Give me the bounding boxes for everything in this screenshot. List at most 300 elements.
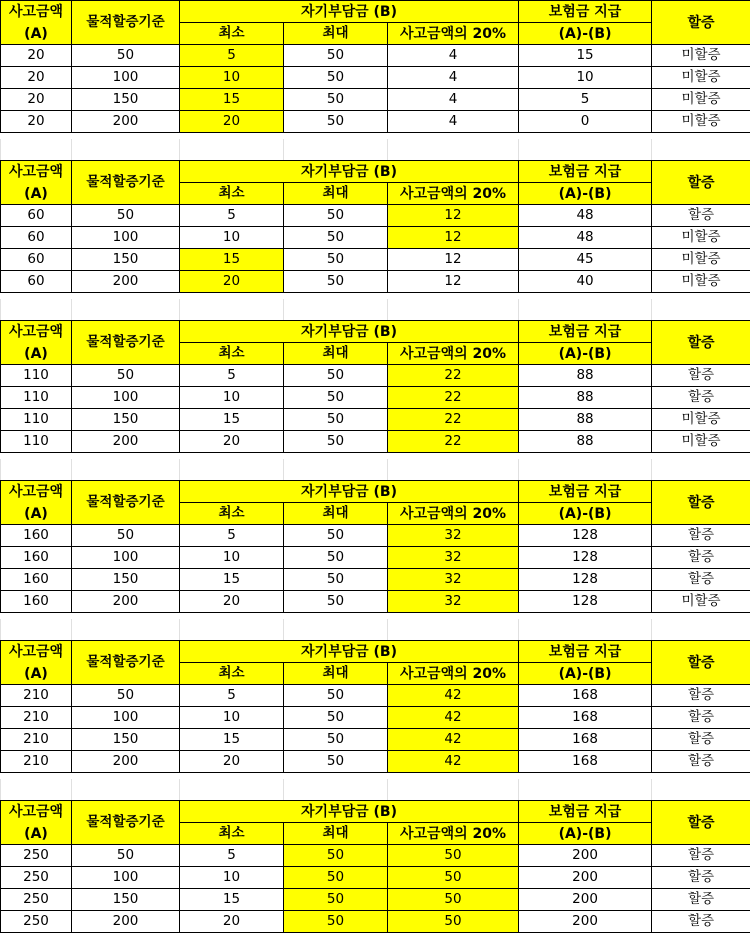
cell-pct[interactable]: 32 bbox=[388, 591, 519, 613]
cell-threshold[interactable]: 50 bbox=[72, 45, 180, 67]
header-max: 최대 bbox=[284, 343, 388, 365]
cell-accident-amount[interactable]: 110 bbox=[1, 409, 72, 431]
cell-threshold[interactable]: 100 bbox=[72, 387, 180, 409]
cell-min[interactable]: 10 bbox=[180, 707, 284, 729]
cell-pct[interactable]: 42 bbox=[388, 707, 519, 729]
cell-min[interactable]: 20 bbox=[180, 111, 284, 133]
header-threshold: 물적할증기준 bbox=[72, 1, 180, 45]
cell-threshold[interactable]: 50 bbox=[72, 685, 180, 707]
cell-pct[interactable]: 22 bbox=[388, 387, 519, 409]
cell-payout[interactable]: 88 bbox=[519, 387, 652, 409]
cell-accident-amount[interactable]: 160 bbox=[1, 525, 72, 547]
gridline bbox=[387, 619, 388, 640]
cell-payout[interactable]: 40 bbox=[519, 271, 652, 293]
cell-threshold[interactable]: 100 bbox=[72, 547, 180, 569]
cell-accident-amount[interactable]: 60 bbox=[1, 249, 72, 271]
cell-max[interactable]: 50 bbox=[284, 205, 388, 227]
header-row bbox=[1, 801, 750, 823]
cell-pct[interactable]: 22 bbox=[388, 431, 519, 453]
cell-accident-amount[interactable]: 110 bbox=[1, 387, 72, 409]
cell-payout[interactable]: 128 bbox=[519, 591, 652, 613]
cell-payout[interactable]: 128 bbox=[519, 525, 652, 547]
header-accident-amount bbox=[1, 1, 72, 45]
header-pct: 사고금액의 20% bbox=[388, 183, 519, 205]
cell-surcharge[interactable]: 할증 bbox=[652, 751, 750, 773]
gridline bbox=[283, 779, 284, 800]
header-min: 최소 bbox=[180, 663, 284, 685]
table-row bbox=[1, 889, 750, 911]
cell-min[interactable]: 5 bbox=[180, 365, 284, 387]
header-payout: 보험금 지급 bbox=[519, 1, 652, 23]
header-deductible: 자기부담금 (B) bbox=[180, 321, 519, 343]
header-max: 최대 bbox=[284, 663, 388, 685]
gridline bbox=[71, 299, 72, 320]
header-row bbox=[1, 1, 750, 23]
cell-pct[interactable]: 12 bbox=[388, 271, 519, 293]
empty-row-gap bbox=[0, 139, 750, 160]
cell-max[interactable]: 50 bbox=[284, 431, 388, 453]
header-min: 최소 bbox=[180, 503, 284, 525]
header-accident-amount bbox=[1, 801, 72, 845]
gridline bbox=[283, 299, 284, 320]
cell-min[interactable]: 15 bbox=[180, 729, 284, 751]
cell-min[interactable]: 20 bbox=[180, 271, 284, 293]
table-row bbox=[1, 249, 750, 271]
cell-surcharge[interactable]: 할증 bbox=[652, 547, 750, 569]
cell-payout[interactable]: 48 bbox=[519, 205, 652, 227]
cell-min[interactable]: 20 bbox=[180, 911, 284, 933]
cell-surcharge[interactable]: 미할증 bbox=[652, 591, 750, 613]
cell-accident-amount[interactable]: 60 bbox=[1, 227, 72, 249]
gridline bbox=[0, 779, 1, 800]
cell-payout[interactable]: 200 bbox=[519, 845, 652, 867]
cell-payout[interactable]: 168 bbox=[519, 707, 652, 729]
table-row bbox=[1, 271, 750, 293]
cell-payout[interactable]: 45 bbox=[519, 249, 652, 271]
cell-min[interactable]: 15 bbox=[180, 89, 284, 111]
cell-threshold[interactable]: 50 bbox=[72, 845, 180, 867]
header-row bbox=[1, 481, 750, 503]
cell-max[interactable]: 50 bbox=[284, 365, 388, 387]
gridline bbox=[0, 619, 1, 640]
header-min: 최소 bbox=[180, 183, 284, 205]
table-row bbox=[1, 365, 750, 387]
cell-payout[interactable]: 10 bbox=[519, 67, 652, 89]
cell-min[interactable]: 5 bbox=[180, 845, 284, 867]
cell-accident-amount[interactable]: 160 bbox=[1, 547, 72, 569]
cell-min[interactable]: 5 bbox=[180, 685, 284, 707]
cell-payout[interactable]: 168 bbox=[519, 751, 652, 773]
cell-min[interactable]: 10 bbox=[180, 227, 284, 249]
cell-accident-amount[interactable]: 250 bbox=[1, 845, 72, 867]
header-surcharge: 할증 bbox=[652, 321, 750, 365]
cell-accident-amount[interactable]: 210 bbox=[1, 685, 72, 707]
table-row bbox=[1, 205, 750, 227]
cell-payout[interactable]: 88 bbox=[519, 365, 652, 387]
cell-min[interactable]: 5 bbox=[180, 205, 284, 227]
header-payout-formula: (A)-(B) bbox=[519, 183, 652, 205]
cell-pct[interactable]: 4 bbox=[388, 45, 519, 67]
header-deductible: 자기부담금 (B) bbox=[180, 481, 519, 503]
cell-threshold[interactable]: 100 bbox=[72, 227, 180, 249]
header-payout: 보험금 지급 bbox=[519, 481, 652, 503]
cell-surcharge[interactable]: 할증 bbox=[652, 889, 750, 911]
gridline bbox=[651, 779, 652, 800]
cell-accident-amount[interactable]: 110 bbox=[1, 365, 72, 387]
cell-pct[interactable]: 32 bbox=[388, 547, 519, 569]
table-row bbox=[1, 111, 750, 133]
header-surcharge: 할증 bbox=[652, 1, 750, 45]
table-row bbox=[1, 227, 750, 249]
gridline bbox=[518, 299, 519, 320]
cell-threshold[interactable]: 150 bbox=[72, 569, 180, 591]
gridline bbox=[71, 779, 72, 800]
cell-max[interactable]: 50 bbox=[284, 867, 388, 889]
header-max: 최대 bbox=[284, 183, 388, 205]
gridline bbox=[179, 299, 180, 320]
cell-max[interactable]: 50 bbox=[284, 707, 388, 729]
cell-surcharge[interactable]: 할증 bbox=[652, 729, 750, 751]
cell-max[interactable]: 50 bbox=[284, 89, 388, 111]
gridline bbox=[651, 459, 652, 480]
gridline bbox=[651, 299, 652, 320]
cell-pct[interactable]: 50 bbox=[388, 889, 519, 911]
cell-max[interactable]: 50 bbox=[284, 569, 388, 591]
header-label: 사고금액 bbox=[8, 3, 64, 20]
cell-payout[interactable]: 200 bbox=[519, 911, 652, 933]
cell-pct[interactable]: 22 bbox=[388, 365, 519, 387]
cell-accident-amount[interactable]: 210 bbox=[1, 707, 72, 729]
cell-pct[interactable]: 4 bbox=[388, 67, 519, 89]
cell-max[interactable]: 50 bbox=[284, 889, 388, 911]
header-max: 최대 bbox=[284, 23, 388, 45]
gridline bbox=[387, 299, 388, 320]
cell-accident-amount[interactable]: 60 bbox=[1, 271, 72, 293]
cell-pct[interactable]: 42 bbox=[388, 729, 519, 751]
header-label: (A) bbox=[24, 825, 48, 842]
cell-accident-amount[interactable]: 210 bbox=[1, 729, 72, 751]
header-surcharge: 할증 bbox=[652, 641, 750, 685]
cell-accident-amount[interactable]: 250 bbox=[1, 867, 72, 889]
cell-surcharge[interactable]: 미할증 bbox=[652, 271, 750, 293]
cell-min[interactable]: 10 bbox=[180, 547, 284, 569]
cell-accident-amount[interactable]: 20 bbox=[1, 67, 72, 89]
empty-row-gap bbox=[0, 779, 750, 800]
cell-min[interactable]: 15 bbox=[180, 249, 284, 271]
cell-payout[interactable]: 168 bbox=[519, 685, 652, 707]
header-row bbox=[1, 321, 750, 343]
table-row bbox=[1, 431, 750, 453]
header-pct: 사고금액의 20% bbox=[388, 663, 519, 685]
cell-min[interactable]: 10 bbox=[180, 387, 284, 409]
header-surcharge: 할증 bbox=[652, 161, 750, 205]
header-payout-formula: (A)-(B) bbox=[519, 663, 652, 685]
cell-threshold[interactable]: 100 bbox=[72, 707, 180, 729]
cell-payout[interactable]: 5 bbox=[519, 89, 652, 111]
header-label: (A) bbox=[24, 665, 48, 682]
cell-payout[interactable]: 168 bbox=[519, 729, 652, 751]
table-row bbox=[1, 845, 750, 867]
cell-payout[interactable]: 0 bbox=[519, 111, 652, 133]
table-block bbox=[0, 640, 750, 773]
cell-min[interactable]: 10 bbox=[180, 867, 284, 889]
cell-pct[interactable]: 42 bbox=[388, 685, 519, 707]
cell-surcharge[interactable]: 할증 bbox=[652, 569, 750, 591]
header-threshold: 물적할증기준 bbox=[72, 321, 180, 365]
cell-surcharge[interactable]: 할증 bbox=[652, 707, 750, 729]
cell-threshold[interactable]: 150 bbox=[72, 729, 180, 751]
header-row bbox=[1, 641, 750, 663]
header-payout: 보험금 지급 bbox=[519, 641, 652, 663]
cell-payout[interactable]: 15 bbox=[519, 45, 652, 67]
cell-threshold[interactable]: 50 bbox=[72, 525, 180, 547]
cell-payout[interactable]: 200 bbox=[519, 889, 652, 911]
header-accident-amount bbox=[1, 641, 72, 685]
header-label: 사고금액 bbox=[8, 643, 64, 660]
empty-row-gap bbox=[0, 299, 750, 320]
cell-surcharge[interactable]: 할증 bbox=[652, 205, 750, 227]
cell-min[interactable]: 5 bbox=[180, 45, 284, 67]
gridline bbox=[71, 459, 72, 480]
header-max: 최대 bbox=[284, 503, 388, 525]
header-min: 최소 bbox=[180, 343, 284, 365]
cell-pct[interactable]: 4 bbox=[388, 89, 519, 111]
cell-surcharge[interactable]: 할증 bbox=[652, 525, 750, 547]
header-payout-formula: (A)-(B) bbox=[519, 823, 652, 845]
cell-surcharge[interactable]: 할증 bbox=[652, 387, 750, 409]
cell-max[interactable]: 50 bbox=[284, 271, 388, 293]
cell-surcharge[interactable]: 미할증 bbox=[652, 249, 750, 271]
cell-accident-amount[interactable]: 250 bbox=[1, 889, 72, 911]
header-accident-amount bbox=[1, 161, 72, 205]
cell-payout[interactable]: 128 bbox=[519, 547, 652, 569]
gridline bbox=[179, 619, 180, 640]
cell-min[interactable]: 15 bbox=[180, 569, 284, 591]
cell-accident-amount[interactable]: 110 bbox=[1, 431, 72, 453]
cell-payout[interactable]: 88 bbox=[519, 409, 652, 431]
gridline bbox=[283, 619, 284, 640]
cell-surcharge[interactable]: 할증 bbox=[652, 867, 750, 889]
header-deductible: 자기부담금 (B) bbox=[180, 161, 519, 183]
gridline bbox=[71, 619, 72, 640]
cell-pct[interactable]: 12 bbox=[388, 249, 519, 271]
table-row bbox=[1, 591, 750, 613]
cell-payout[interactable]: 200 bbox=[519, 867, 652, 889]
gridline bbox=[651, 139, 652, 160]
cell-threshold[interactable]: 100 bbox=[72, 67, 180, 89]
table-row bbox=[1, 67, 750, 89]
header-label: (A) bbox=[24, 25, 48, 42]
cell-pct[interactable]: 22 bbox=[388, 409, 519, 431]
cell-min[interactable]: 20 bbox=[180, 431, 284, 453]
table-block bbox=[0, 0, 750, 133]
cell-max[interactable]: 50 bbox=[284, 751, 388, 773]
header-label: (A) bbox=[24, 185, 48, 202]
cell-max[interactable]: 50 bbox=[284, 67, 388, 89]
header-label: (A) bbox=[24, 345, 48, 362]
cell-max[interactable]: 50 bbox=[284, 845, 388, 867]
gridline bbox=[387, 139, 388, 160]
cell-threshold[interactable]: 200 bbox=[72, 591, 180, 613]
gridline bbox=[518, 459, 519, 480]
table-row bbox=[1, 867, 750, 889]
table-row bbox=[1, 45, 750, 67]
cell-max[interactable]: 50 bbox=[284, 547, 388, 569]
header-threshold: 물적할증기준 bbox=[72, 481, 180, 525]
header-pct: 사고금액의 20% bbox=[388, 503, 519, 525]
cell-accident-amount[interactable]: 210 bbox=[1, 751, 72, 773]
header-threshold: 물적할증기준 bbox=[72, 641, 180, 685]
cell-threshold[interactable]: 150 bbox=[72, 889, 180, 911]
cell-surcharge[interactable]: 미할증 bbox=[652, 67, 750, 89]
cell-surcharge[interactable]: 미할증 bbox=[652, 45, 750, 67]
cell-threshold[interactable]: 100 bbox=[72, 867, 180, 889]
cell-threshold[interactable]: 200 bbox=[72, 911, 180, 933]
gridline bbox=[518, 139, 519, 160]
cell-surcharge[interactable]: 할증 bbox=[652, 845, 750, 867]
header-label: 사고금액 bbox=[8, 483, 64, 500]
cell-max[interactable]: 50 bbox=[284, 227, 388, 249]
header-pct: 사고금액의 20% bbox=[388, 23, 519, 45]
cell-pct[interactable]: 12 bbox=[388, 205, 519, 227]
cell-threshold[interactable]: 150 bbox=[72, 249, 180, 271]
header-deductible: 자기부담금 (B) bbox=[180, 1, 519, 23]
table-row bbox=[1, 911, 750, 933]
header-payout: 보험금 지급 bbox=[519, 321, 652, 343]
cell-threshold[interactable]: 150 bbox=[72, 409, 180, 431]
header-label: (A) bbox=[24, 505, 48, 522]
cell-max[interactable]: 50 bbox=[284, 729, 388, 751]
cell-pct[interactable]: 12 bbox=[388, 227, 519, 249]
cell-threshold[interactable]: 200 bbox=[72, 431, 180, 453]
cell-max[interactable]: 50 bbox=[284, 525, 388, 547]
cell-pct[interactable]: 32 bbox=[388, 525, 519, 547]
header-payout-formula: (A)-(B) bbox=[519, 343, 652, 365]
header-label: 사고금액 bbox=[8, 163, 64, 180]
cell-surcharge[interactable]: 미할증 bbox=[652, 227, 750, 249]
cell-accident-amount[interactable]: 60 bbox=[1, 205, 72, 227]
cell-threshold[interactable]: 50 bbox=[72, 205, 180, 227]
cell-min[interactable]: 15 bbox=[180, 409, 284, 431]
header-threshold: 물적할증기준 bbox=[72, 801, 180, 845]
cell-max[interactable]: 50 bbox=[284, 387, 388, 409]
gridline bbox=[71, 139, 72, 160]
cell-accident-amount[interactable]: 20 bbox=[1, 45, 72, 67]
header-threshold: 물적할증기준 bbox=[72, 161, 180, 205]
cell-surcharge[interactable]: 할증 bbox=[652, 365, 750, 387]
header-label: 사고금액 bbox=[8, 803, 64, 820]
header-pct: 사고금액의 20% bbox=[388, 343, 519, 365]
header-max: 최대 bbox=[284, 823, 388, 845]
cell-min[interactable]: 5 bbox=[180, 525, 284, 547]
gridline bbox=[518, 619, 519, 640]
cell-accident-amount[interactable]: 20 bbox=[1, 111, 72, 133]
cell-threshold[interactable]: 200 bbox=[72, 751, 180, 773]
cell-surcharge[interactable]: 미할증 bbox=[652, 111, 750, 133]
header-deductible: 자기부담금 (B) bbox=[180, 641, 519, 663]
table-block bbox=[0, 800, 750, 933]
cell-min[interactable]: 15 bbox=[180, 889, 284, 911]
cell-surcharge[interactable]: 미할증 bbox=[652, 89, 750, 111]
table-row bbox=[1, 525, 750, 547]
cell-surcharge[interactable]: 미할증 bbox=[652, 431, 750, 453]
cell-max[interactable]: 50 bbox=[284, 911, 388, 933]
gridline bbox=[0, 299, 1, 320]
table-row bbox=[1, 751, 750, 773]
cell-accident-amount[interactable]: 160 bbox=[1, 591, 72, 613]
gridline bbox=[518, 779, 519, 800]
cell-min[interactable]: 10 bbox=[180, 67, 284, 89]
cell-threshold[interactable]: 50 bbox=[72, 365, 180, 387]
gridline bbox=[387, 459, 388, 480]
cell-accident-amount[interactable]: 20 bbox=[1, 89, 72, 111]
cell-pct[interactable]: 4 bbox=[388, 111, 519, 133]
gridline bbox=[283, 459, 284, 480]
table-row bbox=[1, 685, 750, 707]
cell-accident-amount[interactable]: 160 bbox=[1, 569, 72, 591]
empty-row-gap bbox=[0, 619, 750, 640]
cell-pct[interactable]: 50 bbox=[388, 845, 519, 867]
cell-payout[interactable]: 128 bbox=[519, 569, 652, 591]
header-min: 최소 bbox=[180, 23, 284, 45]
cell-payout[interactable]: 88 bbox=[519, 431, 652, 453]
cell-pct[interactable]: 32 bbox=[388, 569, 519, 591]
cell-payout[interactable]: 48 bbox=[519, 227, 652, 249]
table-block bbox=[0, 160, 750, 293]
cell-surcharge[interactable]: 할증 bbox=[652, 685, 750, 707]
cell-min[interactable]: 20 bbox=[180, 751, 284, 773]
cell-max[interactable]: 50 bbox=[284, 249, 388, 271]
header-pct: 사고금액의 20% bbox=[388, 823, 519, 845]
cell-max[interactable]: 50 bbox=[284, 591, 388, 613]
table-block bbox=[0, 480, 750, 613]
cell-max[interactable]: 50 bbox=[284, 409, 388, 431]
gridline bbox=[387, 779, 388, 800]
header-payout-formula: (A)-(B) bbox=[519, 503, 652, 525]
table-row bbox=[1, 409, 750, 431]
header-row bbox=[1, 161, 750, 183]
cell-max[interactable]: 50 bbox=[284, 45, 388, 67]
cell-pct[interactable]: 42 bbox=[388, 751, 519, 773]
cell-min[interactable]: 20 bbox=[180, 591, 284, 613]
cell-pct[interactable]: 50 bbox=[388, 911, 519, 933]
cell-max[interactable]: 50 bbox=[284, 685, 388, 707]
table-row bbox=[1, 89, 750, 111]
header-payout: 보험금 지급 bbox=[519, 161, 652, 183]
gridline bbox=[651, 619, 652, 640]
gridline bbox=[0, 139, 1, 160]
cell-threshold[interactable]: 150 bbox=[72, 89, 180, 111]
table-row bbox=[1, 387, 750, 409]
gridline bbox=[283, 139, 284, 160]
cell-surcharge[interactable]: 미할증 bbox=[652, 409, 750, 431]
header-min: 최소 bbox=[180, 823, 284, 845]
gridline bbox=[179, 139, 180, 160]
empty-row-gap bbox=[0, 459, 750, 480]
header-surcharge: 할증 bbox=[652, 481, 750, 525]
cell-max[interactable]: 50 bbox=[284, 111, 388, 133]
cell-pct[interactable]: 50 bbox=[388, 867, 519, 889]
cell-accident-amount[interactable]: 250 bbox=[1, 911, 72, 933]
cell-surcharge[interactable]: 할증 bbox=[652, 911, 750, 933]
cell-threshold[interactable]: 200 bbox=[72, 111, 180, 133]
table-row bbox=[1, 547, 750, 569]
header-payout: 보험금 지급 bbox=[519, 801, 652, 823]
header-accident-amount bbox=[1, 481, 72, 525]
table-block bbox=[0, 320, 750, 453]
cell-threshold[interactable]: 200 bbox=[72, 271, 180, 293]
header-payout-formula: (A)-(B) bbox=[519, 23, 652, 45]
